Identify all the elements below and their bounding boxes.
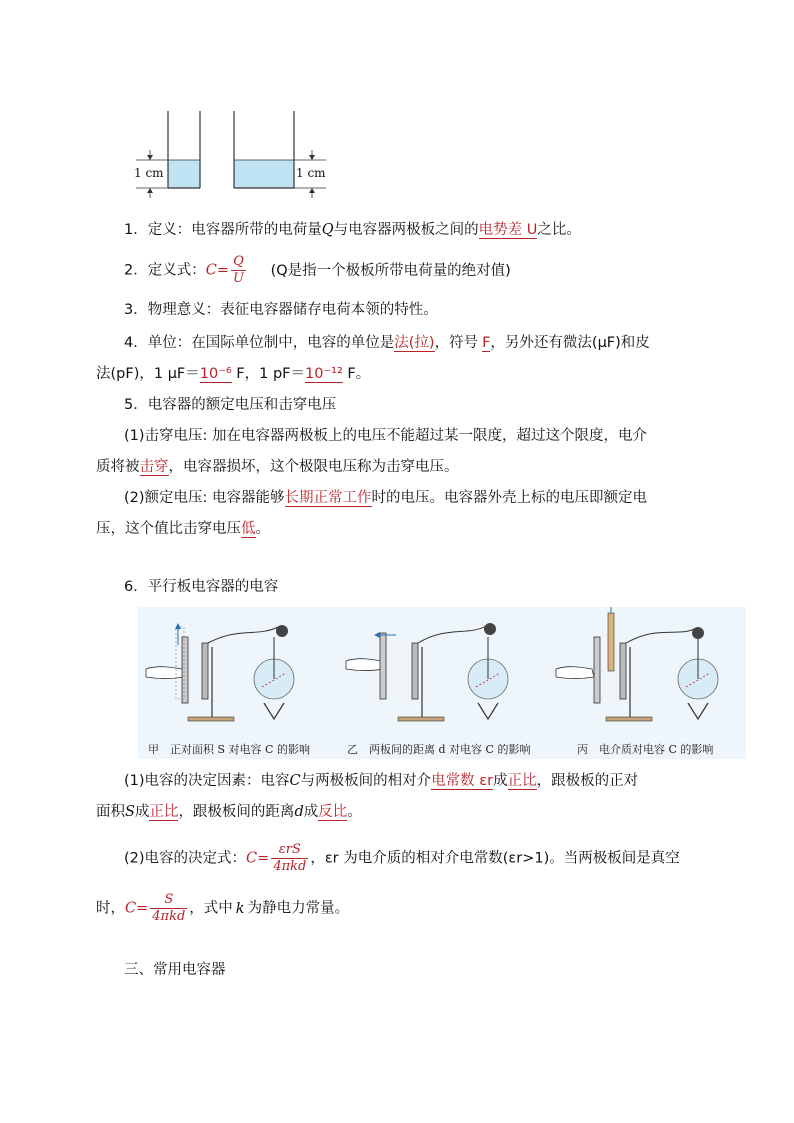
item-parallel-plate-title: 6．平行板电容器的电容: [124, 579, 279, 595]
item-rated-voltage: (2)额定电压: 电容器能够长期正常工作时的电压。电容器外壳上标的电压即额定电: [124, 490, 648, 506]
fraction-s-over-4pikd: $\frac{S}{\text{4πkd}}$: [152, 892, 186, 924]
item-rated-voltage-line2: 压，这个值比击穿电压低。: [96, 521, 270, 537]
experiment-illustrations: [138, 607, 746, 737]
item-breakdown-voltage: (1)击穿电压: 加在电容器两极板上的电压不能超过某一限度，超过这个限度，电介: [124, 428, 648, 444]
item-rated-voltage-title: 5．电容器的额定电压和击穿电压: [124, 397, 337, 413]
caption-panel-a: 甲 正对面积 S 对电容 C 的影响: [148, 743, 310, 756]
item-capacitance-factors-line2: 面积S成正比，跟极板间的距离d成反比。: [96, 804, 362, 820]
panel-distance-experiment: [346, 623, 508, 721]
item-unit: 4．单位：在国际单位制中，电容的单位是法(拉)，符号 F，另外还有微法(μF)和皮: [124, 335, 650, 351]
caption-panel-b: 乙 两板间的距离 d 对电容 C 的影响: [347, 743, 531, 756]
item-meaning: 3．物理意义：表征电容器储存电荷本领的特性。: [124, 302, 438, 318]
item-definition: 1．定义：电容器所带的电荷量Q与电容器两极板之间的电势差 U之比。: [124, 222, 581, 238]
item-capacitance-factors: (1)电容的决定因素：电容C与两极板间的相对介电常数 εr成正比，跟极板的正对: [124, 773, 639, 789]
blank-potential-difference: 电势差 U: [478, 222, 538, 238]
item-breakdown-voltage-line2: 质将被击穿，电容器损坏，这个极限电压称为击穿电压。: [96, 459, 459, 475]
right-dimension-label: 1 cm: [296, 166, 326, 180]
panel-dielectric-experiment: [556, 607, 718, 721]
caption-panel-c: 丙 电介质对电容 C 的影响: [577, 743, 714, 756]
beaker-figure: [128, 108, 338, 204]
item-capacitance-formula: (2)电容的决定式：C= $\frac{\text{εrS}}{\text{4πkd}}$ ，εr 为电介质的相对介电常数(εr>1)。当两极板间是真空: [124, 842, 680, 874]
fraction-er-s-over-4pikd: $\frac{\text{εrS}}{\text{4πkd}}$: [273, 842, 307, 874]
left-dimension-label: 1 cm: [134, 166, 164, 180]
item-capacitance-formula-line2: 时，C= $\frac{S}{\text{4πkd}}$ ，式中 k 为静电力常量。: [96, 892, 350, 924]
fraction-q-over-u: $\frac{Q}{U}$: [233, 254, 244, 286]
item-unit-line2: 法(pF)，1 μF＝10⁻⁶ F，1 pF＝10⁻¹² F。: [96, 366, 371, 382]
section-common-capacitors: 三、常用电容器: [124, 962, 226, 978]
item-formula: 2．定义式：C= $\frac{Q}{U}$ (Q是指一个极板所带电荷量的绝对值): [124, 254, 511, 286]
panel-area-experiment: [146, 623, 294, 721]
